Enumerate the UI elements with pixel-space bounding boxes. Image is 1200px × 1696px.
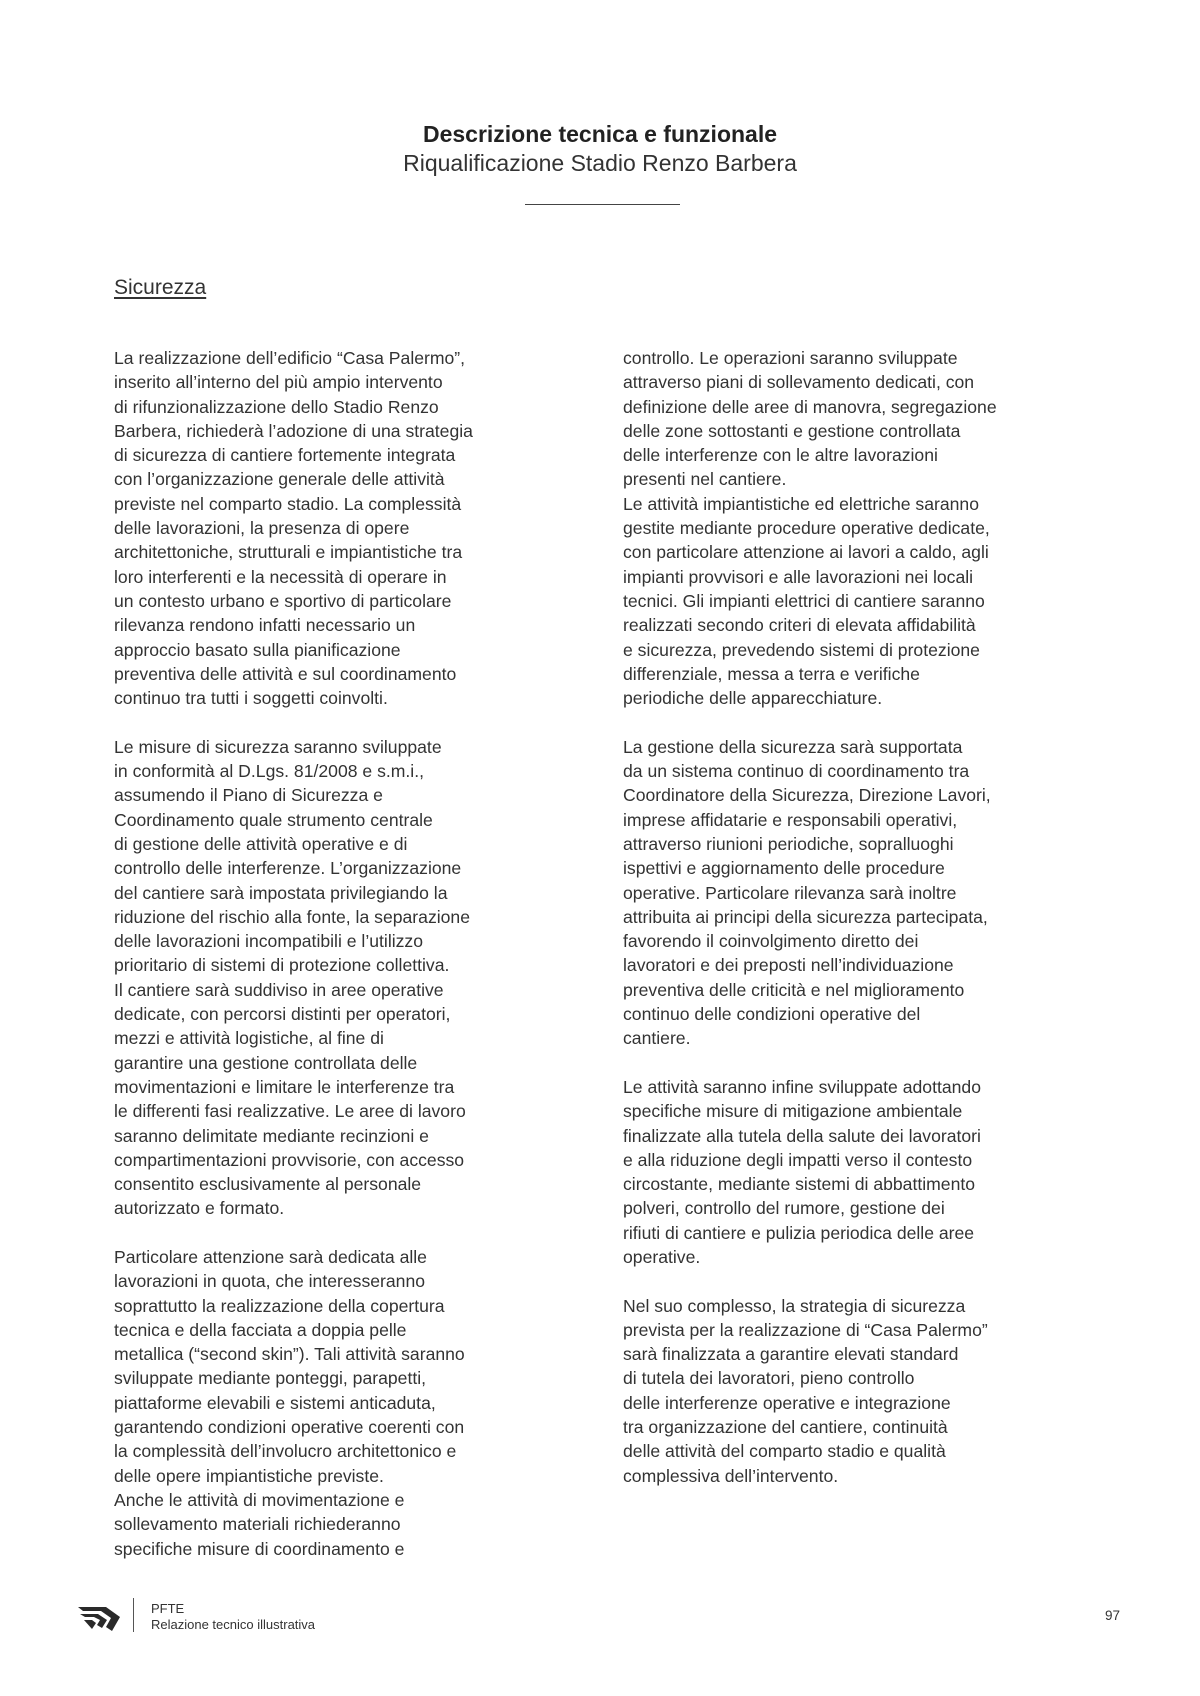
text-line: controllo. Le operazioni saranno sviluppate [623, 348, 958, 368]
text-line: consentito esclusivamente al personale [114, 1174, 422, 1195]
text-line: inserito all’interno del più ampio intervento [114, 372, 443, 393]
paragraph [623, 1075, 1113, 1269]
text-line: previste nel comparto stadio. La complessità [114, 493, 462, 514]
text-line: Barbera, richiederà l’adozione di una strategia [114, 420, 473, 441]
text-line: ispettivi e aggiornamento delle procedure [623, 858, 945, 879]
text-line: Nel suo complesso, la strategia di sicurezza [623, 1295, 966, 1316]
text-line: con l’organizzazione generale delle attività [114, 469, 445, 490]
text-line: complessiva dell’intervento. [623, 1465, 839, 1486]
text-line: del cantiere sarà impostata privilegiando la [114, 882, 448, 903]
paragraph [623, 346, 1113, 710]
text-line: tecnica e della facciata a doppia pelle [114, 1319, 407, 1340]
text-line: autorizzato e formato. [114, 1198, 285, 1219]
text-line: garantire una gestione controllata delle [114, 1052, 418, 1073]
text-line: sollevamento materiali richiederanno [114, 1514, 401, 1535]
text-line: movimentazioni e limitare le interferenze tra [114, 1076, 455, 1097]
text-line: realizzati secondo criteri di elevata affidabilità [623, 615, 976, 636]
text-line: saranno delimitate mediante recinzioni e [114, 1125, 429, 1146]
text-line: operative. [623, 1246, 701, 1267]
text-line: delle attività del comparto stadio e qualità [623, 1441, 946, 1462]
text-line: di sicurezza di cantiere fortemente integrata [114, 445, 456, 466]
text-line: preventiva delle criticità e nel miglioramento [623, 979, 965, 1000]
text-line: la complessità dell’involucro architettonico e [114, 1441, 457, 1462]
text-line: Le attività saranno infine sviluppate adottando [623, 1076, 981, 1097]
text-line: differenziale, messa a terra e verifiche [623, 663, 920, 684]
page-number: 97 [1105, 1608, 1121, 1623]
text-line: in conformità al D.Lgs. 81/2008 e s.m.i., [114, 761, 424, 782]
text-line: finalizzate alla tutela della salute dei lavoratori [623, 1125, 981, 1146]
document-title: Descrizione tecnica e funzionale [422, 121, 778, 147]
text-line: architettoniche, strutturali e impiantistiche tra [114, 542, 463, 563]
footer-document-name: Relazione tecnico illustrativa [151, 1617, 316, 1632]
text-line: gestite mediante procedure operative dedicate, [623, 518, 990, 539]
text-line: operative. Particolare rilevanza sarà inoltre [623, 882, 957, 903]
text-line: e alla riduzione degli impatti verso il contesto [623, 1149, 973, 1170]
left-column [114, 346, 594, 1561]
text-line: specifiche misure di mitigazione ambientale [623, 1101, 963, 1122]
text-line: soprattutto la realizzazione della copertura [114, 1295, 445, 1316]
text-line: definizione delle aree di manovra, segregazione [623, 396, 997, 417]
text-line: delle zone sottostanti e gestione controllata [623, 420, 961, 441]
text-line: Coordinatore della Sicurezza, Direzione Lavori, [623, 785, 991, 806]
text-line: Le misure di sicurezza saranno sviluppate [114, 736, 442, 757]
text-line: metallica (“second skin”). Tali attività saranno [114, 1344, 465, 1365]
paragraph [114, 1245, 594, 1561]
text-line: sarà finalizzata a garantire elevati standard [623, 1344, 959, 1365]
footer-project: PFTE [151, 1601, 185, 1616]
section-heading: Sicurezza [114, 276, 207, 299]
text-line: prioritario di sistemi di protezione collettiva. [114, 955, 450, 976]
text-line: piattaforme elevabili e sistemi anticaduta, [114, 1392, 436, 1413]
text-line: rilevanza rendono infatti necessario un [114, 615, 416, 636]
document-subtitle: Riqualificazione Stadio Renzo Barbera [403, 150, 797, 176]
text-line: le differenti fasi realizzative. Le aree di lavoro [114, 1101, 466, 1122]
text-line: prevista per la realizzazione di “Casa Palermo” [623, 1319, 988, 1340]
text-line: rifiuti di cantiere e pulizia periodica delle aree [623, 1222, 975, 1243]
text-line: e sicurezza, prevedendo sistemi di protezione [623, 639, 980, 660]
text-line: lavoratori e dei preposti nell’individuazione [623, 955, 954, 976]
text-line: con particolare attenzione ai lavori a caldo, agli [623, 542, 989, 563]
text-line: delle lavorazioni incompatibili e l’utilizzo [114, 931, 424, 952]
text-line: continuo delle condizioni operative del [623, 1004, 921, 1025]
paragraph [114, 346, 594, 710]
text-line: delle interferenze con le altre lavorazioni [623, 445, 938, 466]
text-line: attribuita ai principi della sicurezza partecipata, [623, 906, 988, 927]
text-line: di tutela dei lavoratori, pieno controllo [623, 1368, 915, 1389]
text-line: favorendo il coinvolgimento diretto dei [623, 931, 919, 952]
text-line: delle interferenze operative e integrazione [623, 1392, 951, 1413]
text-line: garantendo condizioni operative coerenti con [114, 1417, 465, 1438]
text-line: periodiche delle apparecchiature. [623, 688, 883, 709]
text-line: riduzione del rischio alla fonte, la separazione [114, 906, 470, 927]
text-line: Le attività impiantistiche ed elettriche saranno [623, 493, 979, 514]
text-line: Coordinamento quale strumento centrale [114, 809, 433, 830]
text-line: attraverso riunioni periodiche, sopralluoghi [623, 833, 954, 854]
text-line: sviluppate mediante ponteggi, parapetti, [114, 1368, 427, 1389]
text-line: tecnici. Gli impianti elettrici di cantiere saranno [623, 590, 985, 611]
text-line: presenti nel cantiere. [623, 469, 787, 490]
text-line: Il cantiere sarà suddiviso in aree operative [114, 979, 444, 1000]
paragraph [114, 735, 594, 1221]
document-header [0, 120, 1200, 178]
text-line: mezzi e attività logistiche, al fine di [114, 1028, 384, 1049]
paragraph [623, 1294, 1113, 1488]
text-line: Particolare attenzione sarà dedicata alle [114, 1246, 427, 1267]
text-line: un contesto urbano e sportivo di particolare [114, 590, 452, 611]
text-line: di gestione delle attività operative e di [114, 833, 408, 854]
text-line: compartimentazioni provvisorie, con accesso [114, 1149, 465, 1170]
text-line: loro interferenti e la necessità di operare in [114, 566, 447, 587]
text-line: lavorazioni in quota, che interesseranno [114, 1271, 426, 1292]
text-line: specifiche misure di coordinamento e [114, 1538, 405, 1559]
text-line: cantiere. [623, 1028, 691, 1049]
text-line: circostante, mediante sistemi di abbattimento [623, 1174, 976, 1195]
right-column [623, 346, 1113, 1488]
footer-divider [133, 1598, 134, 1632]
text-line: assumendo il Piano di Sicurezza e [114, 785, 383, 806]
text-line: approccio basato sulla pianificazione [114, 639, 401, 660]
text-line: delle opere impiantistiche previste. [114, 1465, 384, 1486]
text-line: da un sistema continuo di coordinamento tra [623, 761, 970, 782]
text-line: impianti provvisori e alle lavorazioni nei locali [623, 566, 974, 587]
text-line: imprese affidatarie e responsabili operativi, [623, 809, 958, 830]
text-line: attraverso piani di sollevamento dedicati, con [623, 372, 975, 393]
text-line: La gestione della sicurezza sarà supportata [623, 736, 963, 757]
text-line: dedicate, con percorsi distinti per operatori, [114, 1004, 451, 1025]
eagle-logo-icon [76, 1600, 122, 1632]
header-divider [525, 204, 680, 205]
text-line: polveri, controllo del rumore, gestione dei [623, 1198, 945, 1219]
text-line: tra organizzazione del cantiere, continuità [623, 1417, 948, 1438]
text-line: controllo delle interferenze. L’organizzazione [114, 858, 462, 879]
footer-caption [151, 1601, 315, 1633]
text-line: delle lavorazioni, la presenza di opere [114, 518, 410, 539]
text-line: di rifunzionalizzazione dello Stadio Renzo [114, 396, 439, 417]
text-line: preventiva delle attività e sul coordinamento [114, 663, 457, 684]
text-line: continuo tra tutti i soggetti coinvolti. [114, 688, 388, 709]
paragraph [623, 735, 1113, 1051]
text-line: Anche le attività di movimentazione e [114, 1489, 405, 1510]
text-line: La realizzazione dell’edificio “Casa Palermo”, [114, 348, 466, 368]
